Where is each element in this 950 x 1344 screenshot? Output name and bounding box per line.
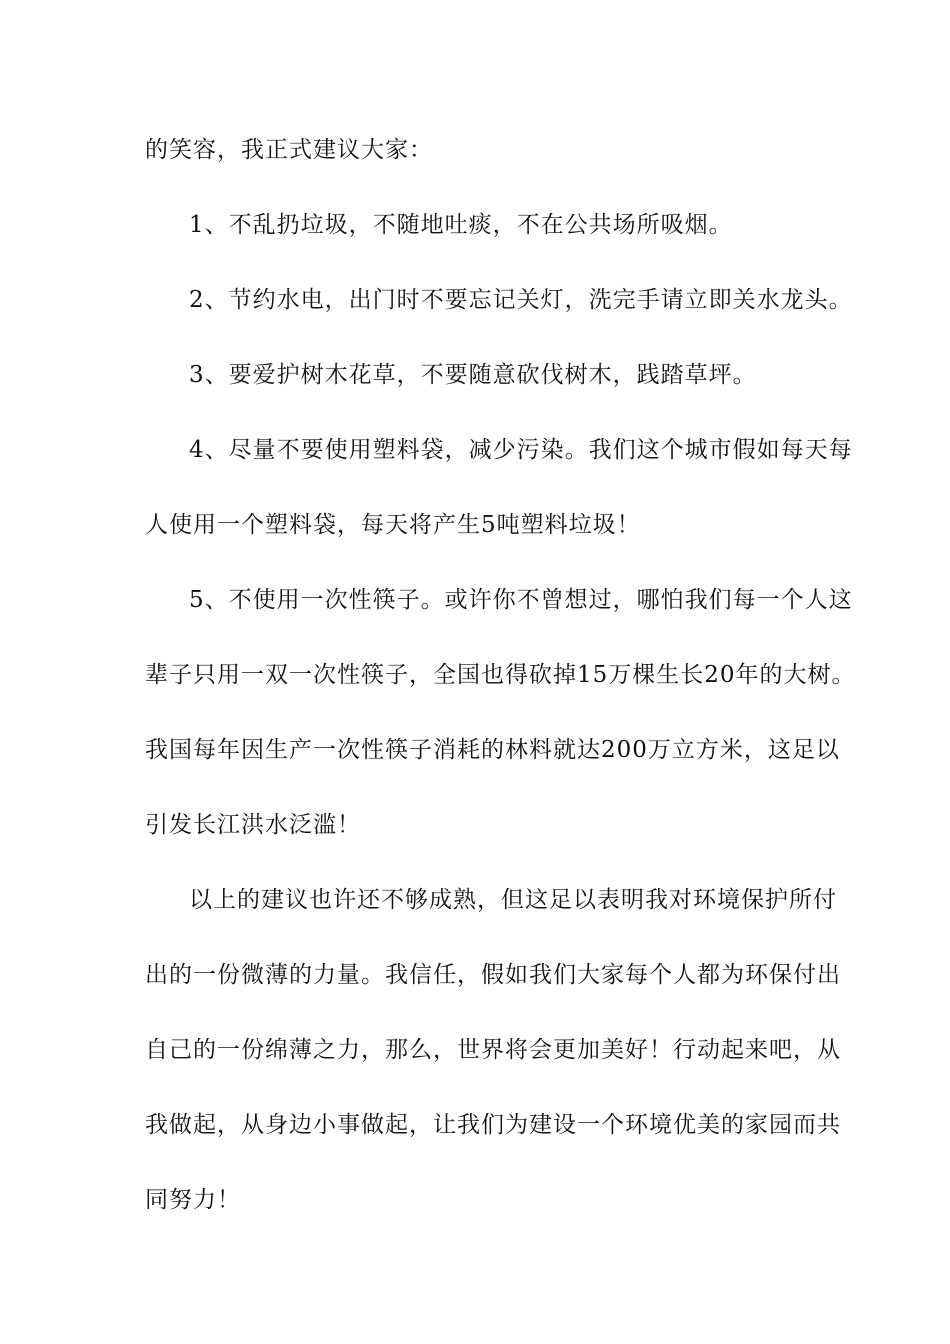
list-item-3: 3、要爱护树木花草，不要随意砍伐树木，践踏草坪。 [189, 362, 757, 388]
list-item-2: 2、节约水电，出门时不要忘记关灯，洗完手请立即关水龙头。 [189, 287, 853, 313]
list-item-4-continued: 人使用一个塑料袋，每天将产生5吨塑料垃圾！ [145, 512, 641, 538]
list-item-5-continued: 引发长江洪水泛滥！ [145, 812, 361, 838]
list-item-5-continued: 我国每年因生产一次性筷子消耗的林料就达200万立方米，这足以 [145, 737, 840, 763]
closing-paragraph-line: 我做起，从身边小事做起，让我们为建设一个环境优美的家园而共 [145, 1112, 841, 1138]
closing-paragraph-line: 同努力！ [145, 1187, 241, 1213]
closing-paragraph-line: 出的一份微薄的力量。我信任，假如我们大家每个人都为环保付出 [145, 962, 841, 988]
list-item-5-continued: 辈子只用一双一次性筷子，全国也得砍掉15万棵生长20年的大树。 [145, 662, 856, 688]
list-item-1: 1、不乱扔垃圾，不随地吐痰，不在公共场所吸烟。 [189, 212, 733, 238]
text-line: 的笑容，我正式建议大家： [145, 137, 433, 163]
list-item-5: 5、不使用一次性筷子。或许你不曾想过，哪怕我们每一个人这 [189, 587, 853, 613]
closing-paragraph-line: 自己的一份绵薄之力，那么，世界将会更加美好！行动起来吧，从 [145, 1037, 841, 1063]
list-item-4: 4、尽量不要使用塑料袋，减少污染。我们这个城市假如每天每 [189, 437, 853, 463]
closing-paragraph: 以上的建议也许还不够成熟，但这足以表明我对环境保护所付 [189, 887, 837, 913]
